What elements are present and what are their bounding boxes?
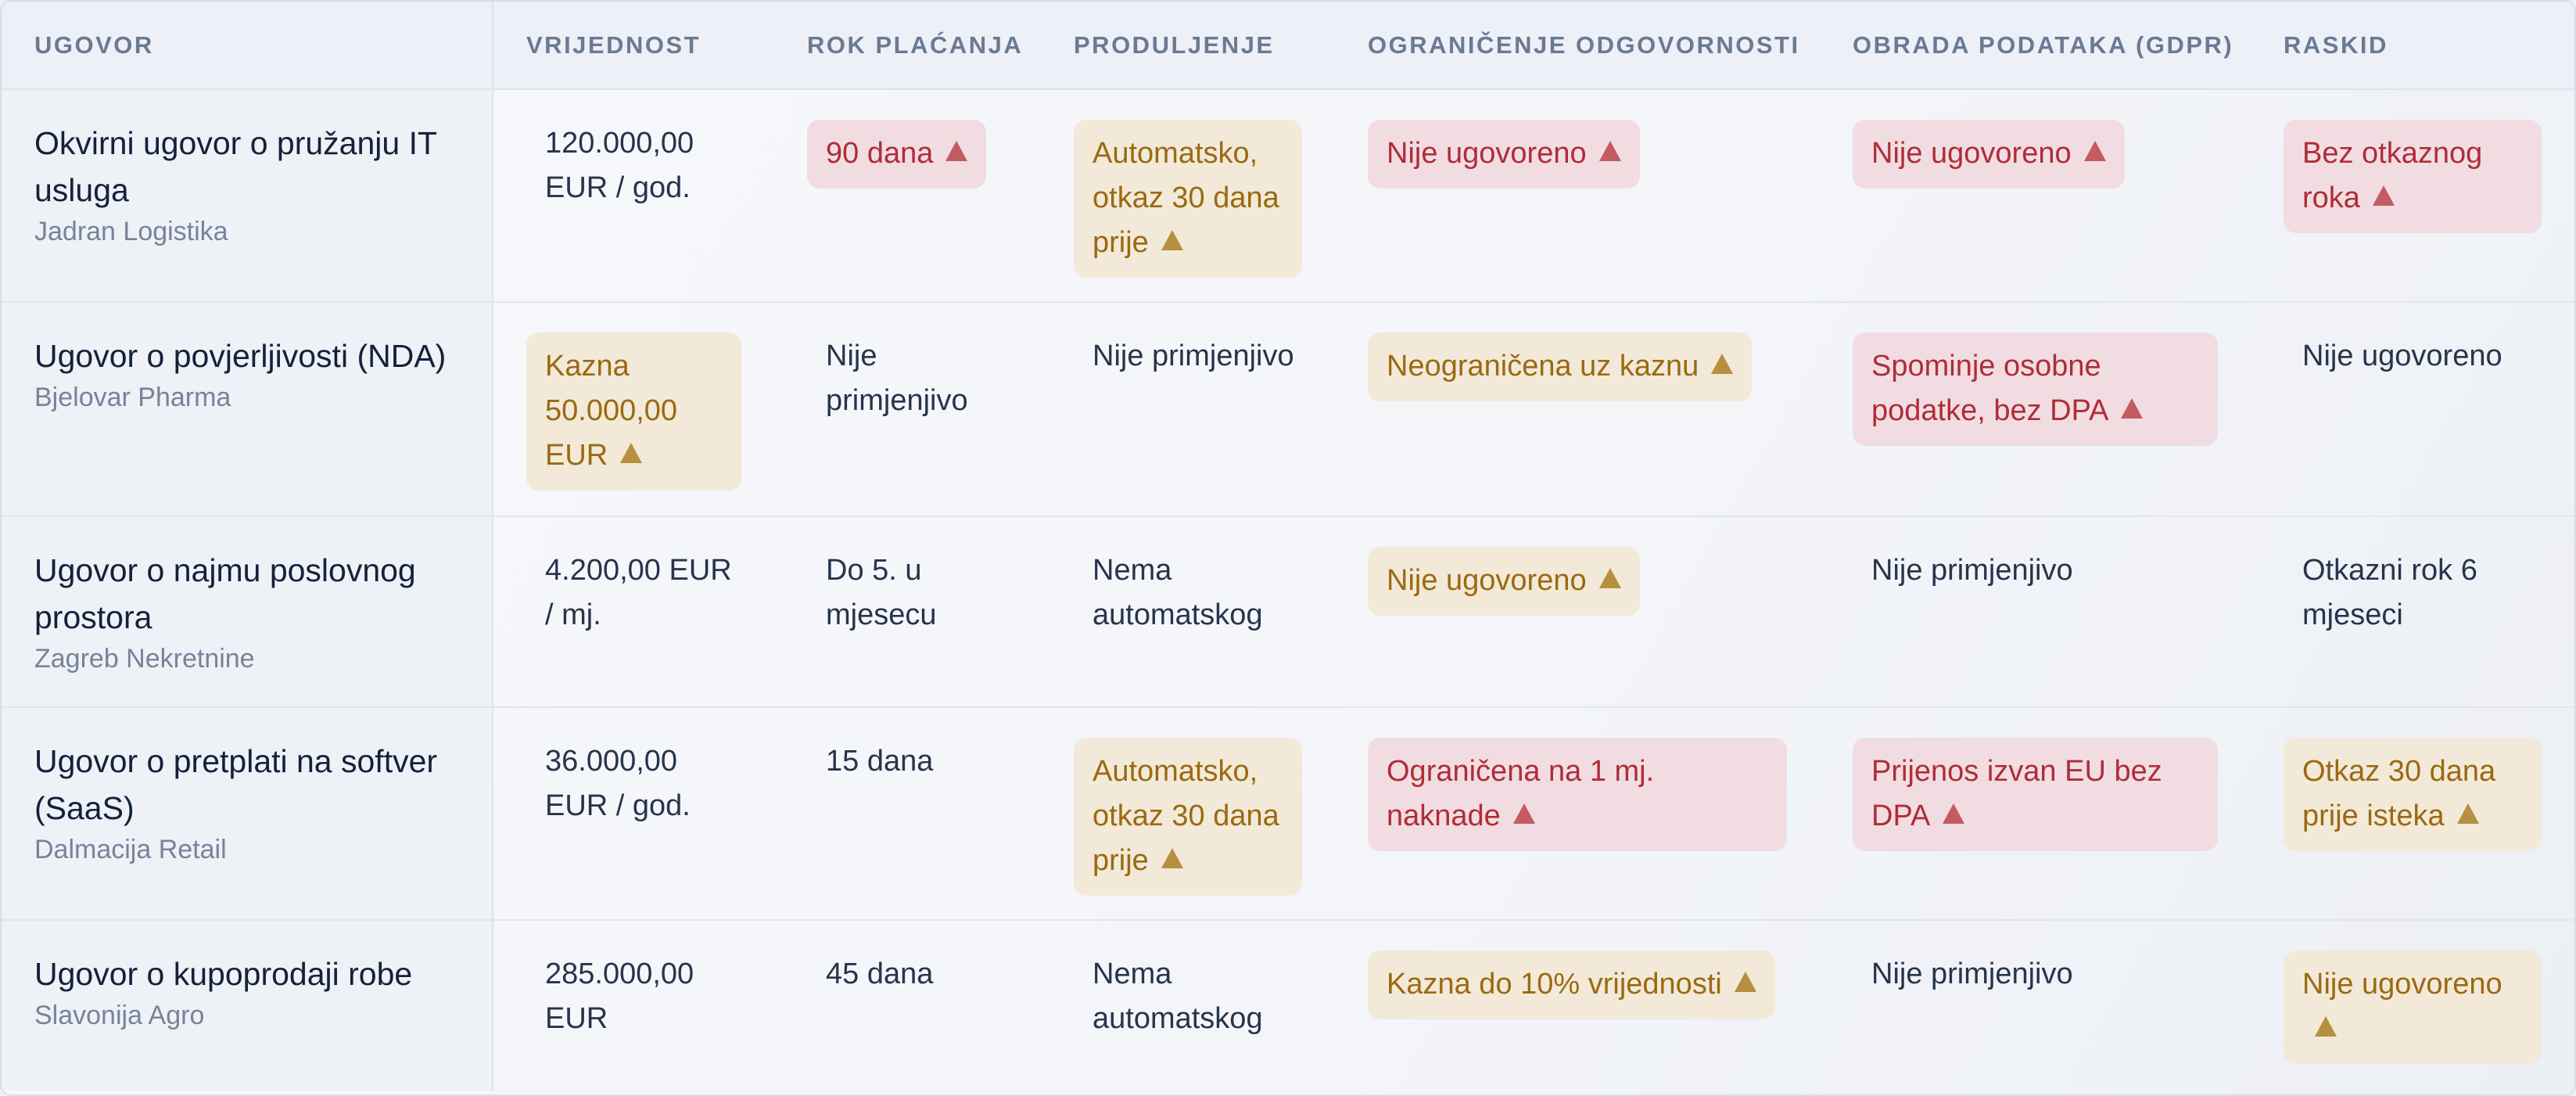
liability-limit-cell bbox=[1335, 89, 1820, 302]
contract-title[interactable]: Ugovor o najmu poslovnog prostora bbox=[34, 552, 416, 635]
contract-title[interactable]: Ugovor o kupoprodaji robe bbox=[34, 956, 413, 992]
high-risk-badge[interactable] bbox=[1368, 738, 1787, 851]
gdpr-cell bbox=[1820, 516, 2251, 707]
high-risk-badge[interactable] bbox=[1853, 738, 2218, 851]
gdpr-cell bbox=[1820, 920, 2251, 1091]
table-row[interactable] bbox=[2, 707, 2574, 920]
contract-title[interactable]: Ugovor o pretplati na softver (SaaS) bbox=[34, 743, 438, 826]
cell-value: Nije primjenjivo bbox=[1092, 340, 1294, 372]
contracts-table bbox=[2, 2, 2574, 1091]
badge-text: Automatsko, otkaz 30 dana prije bbox=[1092, 755, 1279, 877]
liability-limit-cell bbox=[1335, 707, 1820, 920]
renewal-cell bbox=[1041, 707, 1335, 920]
cell-value: Nije ugovoreno bbox=[2302, 340, 2502, 372]
table-row[interactable] bbox=[2, 89, 2574, 302]
liability-limit-cell bbox=[1335, 516, 1820, 707]
warning-triangle-icon bbox=[1513, 803, 1535, 824]
termination-cell bbox=[2251, 516, 2574, 707]
contract-cell bbox=[2, 920, 493, 1091]
warning-triangle-icon bbox=[1161, 230, 1183, 250]
contract-party: Slavonija Agro bbox=[34, 1001, 205, 1030]
cell-value: 45 dana bbox=[826, 958, 934, 990]
warning-triangle-icon bbox=[2373, 185, 2395, 206]
contract-cell bbox=[2, 302, 493, 516]
cell-value: 15 dana bbox=[826, 745, 934, 778]
termination-cell bbox=[2251, 920, 2574, 1091]
value-cell bbox=[493, 920, 774, 1091]
liability-limit-cell bbox=[1335, 302, 1820, 516]
table-row[interactable] bbox=[2, 516, 2574, 707]
warning-triangle-icon bbox=[2084, 141, 2106, 161]
termination-cell bbox=[2251, 89, 2574, 302]
warning-triangle-icon bbox=[620, 443, 642, 463]
medium-risk-badge[interactable] bbox=[2284, 950, 2542, 1064]
gdpr-cell bbox=[1820, 89, 2251, 302]
warning-triangle-icon bbox=[1735, 972, 1756, 992]
cell-value: 36.000,00 EUR / god. bbox=[545, 745, 691, 822]
column-header-termination[interactable]: RASKID bbox=[2251, 2, 2574, 89]
badge-text: Bez otkaznog roka bbox=[2302, 137, 2483, 214]
warning-triangle-icon bbox=[1599, 141, 1621, 161]
warning-triangle-icon bbox=[945, 141, 967, 161]
badge-text: Nije ugovoreno bbox=[1871, 137, 2072, 170]
contract-title[interactable]: Okvirni ugovor o pružanju IT usluga bbox=[34, 125, 437, 208]
badge-text: Automatsko, otkaz 30 dana prije bbox=[1092, 137, 1279, 259]
medium-risk-badge[interactable] bbox=[1074, 120, 1302, 278]
contract-cell bbox=[2, 89, 493, 302]
cell-value: 285.000,00 EUR bbox=[545, 958, 694, 1035]
column-header-value[interactable]: VRIJEDNOST bbox=[493, 2, 774, 89]
cell-value: 120.000,00 EUR / god. bbox=[545, 127, 694, 204]
renewal-cell bbox=[1041, 920, 1335, 1091]
contract-party: Dalmacija Retail bbox=[34, 835, 227, 864]
warning-triangle-icon bbox=[2121, 398, 2143, 419]
high-risk-badge[interactable] bbox=[2284, 120, 2542, 233]
column-header-renewal[interactable]: PRODULJENJE bbox=[1041, 2, 1335, 89]
cell-value: 4.200,00 EUR / mj. bbox=[545, 554, 732, 631]
termination-cell bbox=[2251, 707, 2574, 920]
value-cell bbox=[493, 516, 774, 707]
badge-text: Otkaz 30 dana prije isteka bbox=[2302, 755, 2496, 832]
high-risk-badge[interactable] bbox=[1368, 120, 1640, 189]
cell-value: Otkazni rok 6 mjeseci bbox=[2302, 554, 2477, 631]
medium-risk-badge[interactable] bbox=[1074, 738, 1302, 896]
warning-triangle-icon bbox=[2315, 1016, 2337, 1037]
warning-triangle-icon bbox=[1161, 848, 1183, 868]
badge-text: Prijenos izvan EU bez DPA bbox=[1871, 755, 2162, 832]
contract-party: Bjelovar Pharma bbox=[34, 383, 231, 412]
cell-value: Nije primjenjivo bbox=[826, 340, 968, 417]
payment-term-cell bbox=[774, 302, 1041, 516]
cell-value: Nema automatskog bbox=[1092, 554, 1263, 631]
badge-text: Kazna 50.000,00 EUR bbox=[545, 350, 678, 472]
column-header-liability-limit[interactable]: OGRANIČENJE ODGOVORNOSTI bbox=[1335, 2, 1820, 89]
badge-text: Ograničena na 1 mj. naknade bbox=[1387, 755, 1655, 832]
payment-term-cell bbox=[774, 920, 1041, 1091]
cell-value: Nema automatskog bbox=[1092, 958, 1263, 1035]
payment-term-cell bbox=[774, 516, 1041, 707]
contract-title[interactable]: Ugovor o povjerljivosti (NDA) bbox=[34, 338, 447, 374]
badge-text: Spominje osobne podatke, bez DPA bbox=[1871, 350, 2109, 427]
badge-text: Nije ugovoreno bbox=[1387, 137, 1587, 170]
renewal-cell bbox=[1041, 89, 1335, 302]
high-risk-badge[interactable] bbox=[1853, 332, 2218, 446]
payment-term-cell bbox=[774, 707, 1041, 920]
high-risk-badge[interactable] bbox=[1853, 120, 2125, 189]
warning-triangle-icon bbox=[1599, 568, 1621, 588]
contract-cell bbox=[2, 707, 493, 920]
contract-party: Zagreb Nekretnine bbox=[34, 644, 255, 674]
renewal-cell bbox=[1041, 302, 1335, 516]
badge-text: Nije ugovoreno bbox=[2302, 968, 2502, 1001]
medium-risk-badge[interactable] bbox=[1368, 950, 1775, 1019]
gdpr-cell bbox=[1820, 707, 2251, 920]
badge-text: Kazna do 10% vrijednosti bbox=[1387, 968, 1722, 1001]
medium-risk-badge[interactable] bbox=[526, 332, 741, 491]
payment-term-cell bbox=[774, 89, 1041, 302]
table-header-row bbox=[2, 2, 2574, 89]
column-header-contract[interactable]: UGOVOR bbox=[2, 2, 493, 89]
badge-text: Nije ugovoreno bbox=[1387, 564, 1587, 597]
table-row[interactable] bbox=[2, 302, 2574, 516]
value-cell bbox=[493, 89, 774, 302]
renewal-cell bbox=[1041, 516, 1335, 707]
cell-value: Nije primjenjivo bbox=[1871, 554, 2073, 587]
medium-risk-badge[interactable] bbox=[1368, 332, 1752, 401]
gdpr-cell bbox=[1820, 302, 2251, 516]
high-risk-badge[interactable] bbox=[807, 120, 986, 189]
liability-limit-cell bbox=[1335, 920, 1820, 1091]
badge-text: 90 dana bbox=[826, 137, 934, 170]
warning-triangle-icon bbox=[1711, 354, 1733, 374]
column-header-payment-term[interactable]: ROK PLAĆANJA bbox=[774, 2, 1041, 89]
column-header-gdpr[interactable]: OBRADA PODATAKA (GDPR) bbox=[1820, 2, 2251, 89]
termination-cell bbox=[2251, 302, 2574, 516]
medium-risk-badge[interactable] bbox=[2284, 738, 2542, 851]
value-cell bbox=[493, 302, 774, 516]
medium-risk-badge[interactable] bbox=[1368, 547, 1640, 616]
cell-value: Nije primjenjivo bbox=[1871, 958, 2073, 990]
cell-value: Do 5. u mjesecu bbox=[826, 554, 937, 631]
table-row[interactable] bbox=[2, 920, 2574, 1091]
value-cell bbox=[493, 707, 774, 920]
badge-text: Neograničena uz kaznu bbox=[1387, 350, 1699, 383]
contract-cell bbox=[2, 516, 493, 707]
warning-triangle-icon bbox=[2457, 803, 2479, 824]
contract-party: Jadran Logistika bbox=[34, 217, 228, 246]
warning-triangle-icon bbox=[1943, 803, 1964, 824]
